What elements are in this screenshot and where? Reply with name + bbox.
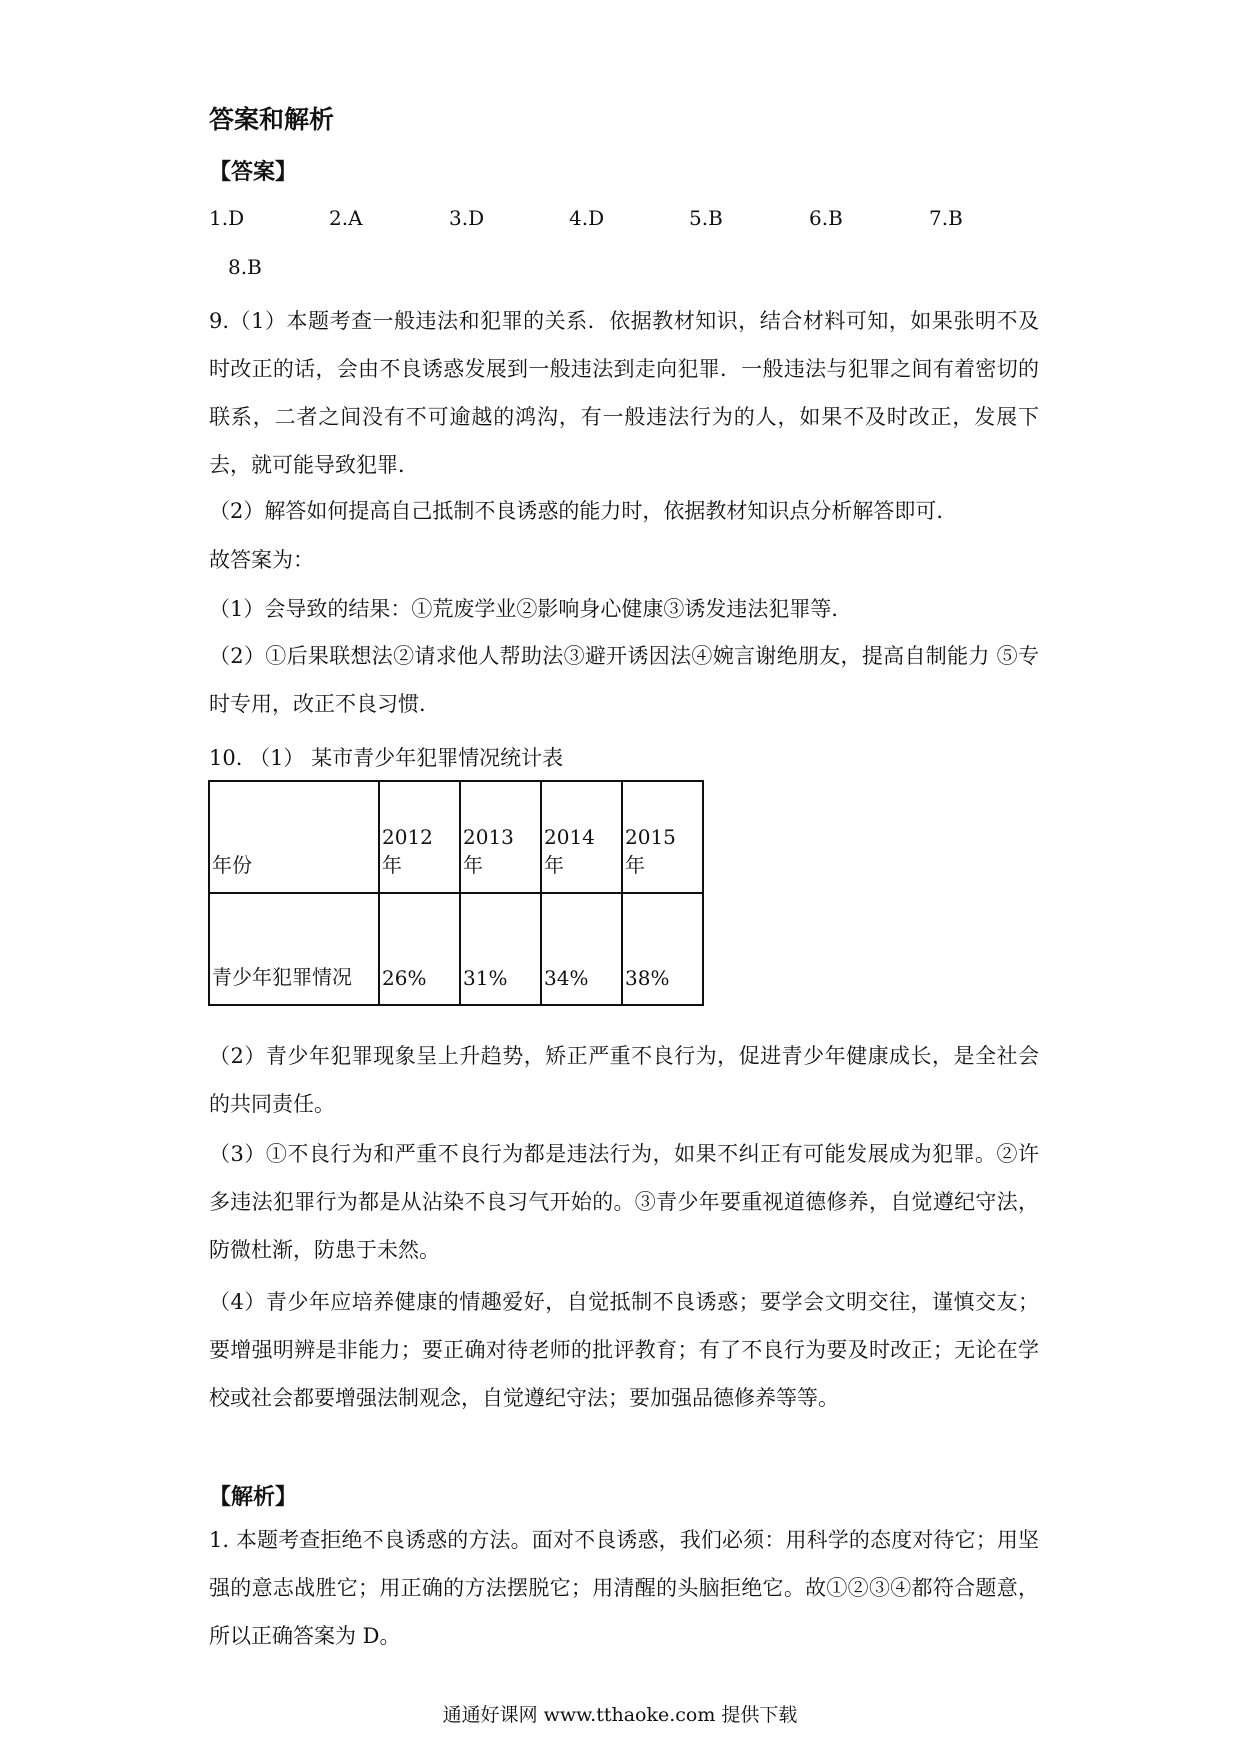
table-cell: 青少年犯罪情况 [209,893,379,1005]
answer-item: 7.B [929,206,963,230]
answer-item: 2.A [329,206,363,230]
q9-paragraph-1: 9.（1）本题考查一般违法和犯罪的关系．依据教材知识，结合材料可知，如果张明不及时改正的话，会由不良诱惑发展到一般违法到走向犯罪．一般违法与犯罪之间有着密切的联系，二者之间没有不可逾越的鸿沟，有一般违法行为的人，如果不及时改正，发展下去，就可能导致犯罪． [209,309,1039,477]
table-row [209,781,703,893]
table-cell: 2015 年 [622,781,703,893]
answer-item: 8.B [228,255,262,279]
q10-paragraph-3: （3）①不良行为和严重不良行为都是违法行为，如果不纠正有可能发展成为犯罪。②许多违法犯罪行为都是从沾染不良习气开始的。③青少年要重视道德修养，自觉遵纪守法，防微杜渐，防患于未然。 [209,1142,1039,1262]
q9-paragraph-5: （2）①后果联想法②请求他人帮助法③避开诱因法④婉言谢绝朋友，提高自制能力 ⑤专时专用，改正不良习惯． [209,644,1039,716]
table-row [209,893,703,1005]
q9-paragraph-4: （1）会导致的结果：①荒废学业②影响身心健康③诱发违法犯罪等． [209,597,853,621]
answer-item: 1.D [209,206,245,230]
answer-item: 5.B [689,206,723,230]
table-cell: 2013 年 [460,781,541,893]
table-cell: 38% [622,893,703,1005]
q10-table-caption: 10. （1） 某市青少年犯罪情况统计表 [209,746,564,770]
q10-paragraph-2: （2）青少年犯罪现象呈上升趋势，矫正严重不良行为，促进青少年健康成长，是全社会的共同责任。 [209,1044,1039,1116]
answer-heading: 【答案】 [209,160,298,185]
page-title: 答案和解析 [209,105,335,134]
answer-item: 6.B [809,206,843,230]
table-cell: 34% [541,893,622,1005]
answer-item: 3.D [449,206,485,230]
page-footer: 通通好课网 www.tthaoke.com 提供下载 [442,1704,798,1726]
q10-paragraph-4: （4）青少年应培养健康的情趣爱好，自觉抵制不良诱惑；要学会文明交往，谨慎交友；要增强明辨是非能力；要正确对待老师的批评教育；有了不良行为要及时改正；无论在学校或社会都要增强法制观念，自觉遵纪守法；要加强品德修养等等。 [209,1290,1039,1410]
table-cell: 年份 [209,781,379,893]
analysis-heading: 【解析】 [209,1485,298,1510]
answer-item: 4.D [569,206,605,230]
answer-key-row [209,206,1009,236]
table-cell: 2012 年 [379,781,460,893]
q9-paragraph-3: 故答案为： [209,548,314,572]
table-cell: 2014 年 [541,781,622,893]
statistics-table [208,780,704,1006]
analysis-paragraph-1: 1. 本题考查拒绝不良诱惑的方法。面对不良诱惑，我们必须：用科学的态度对待它；用坚强的意志战胜它；用正确的方法摆脱它；用清醒的头脑拒绝它。故①②③④都符合题意，所以正确答案为 D。 [209,1528,1039,1648]
table-cell: 31% [460,893,541,1005]
q9-paragraph-2: （2）解答如何提高自己抵制不良诱惑的能力时，依据教材知识点分析解答即可． [209,499,958,523]
table-cell: 26% [379,893,460,1005]
